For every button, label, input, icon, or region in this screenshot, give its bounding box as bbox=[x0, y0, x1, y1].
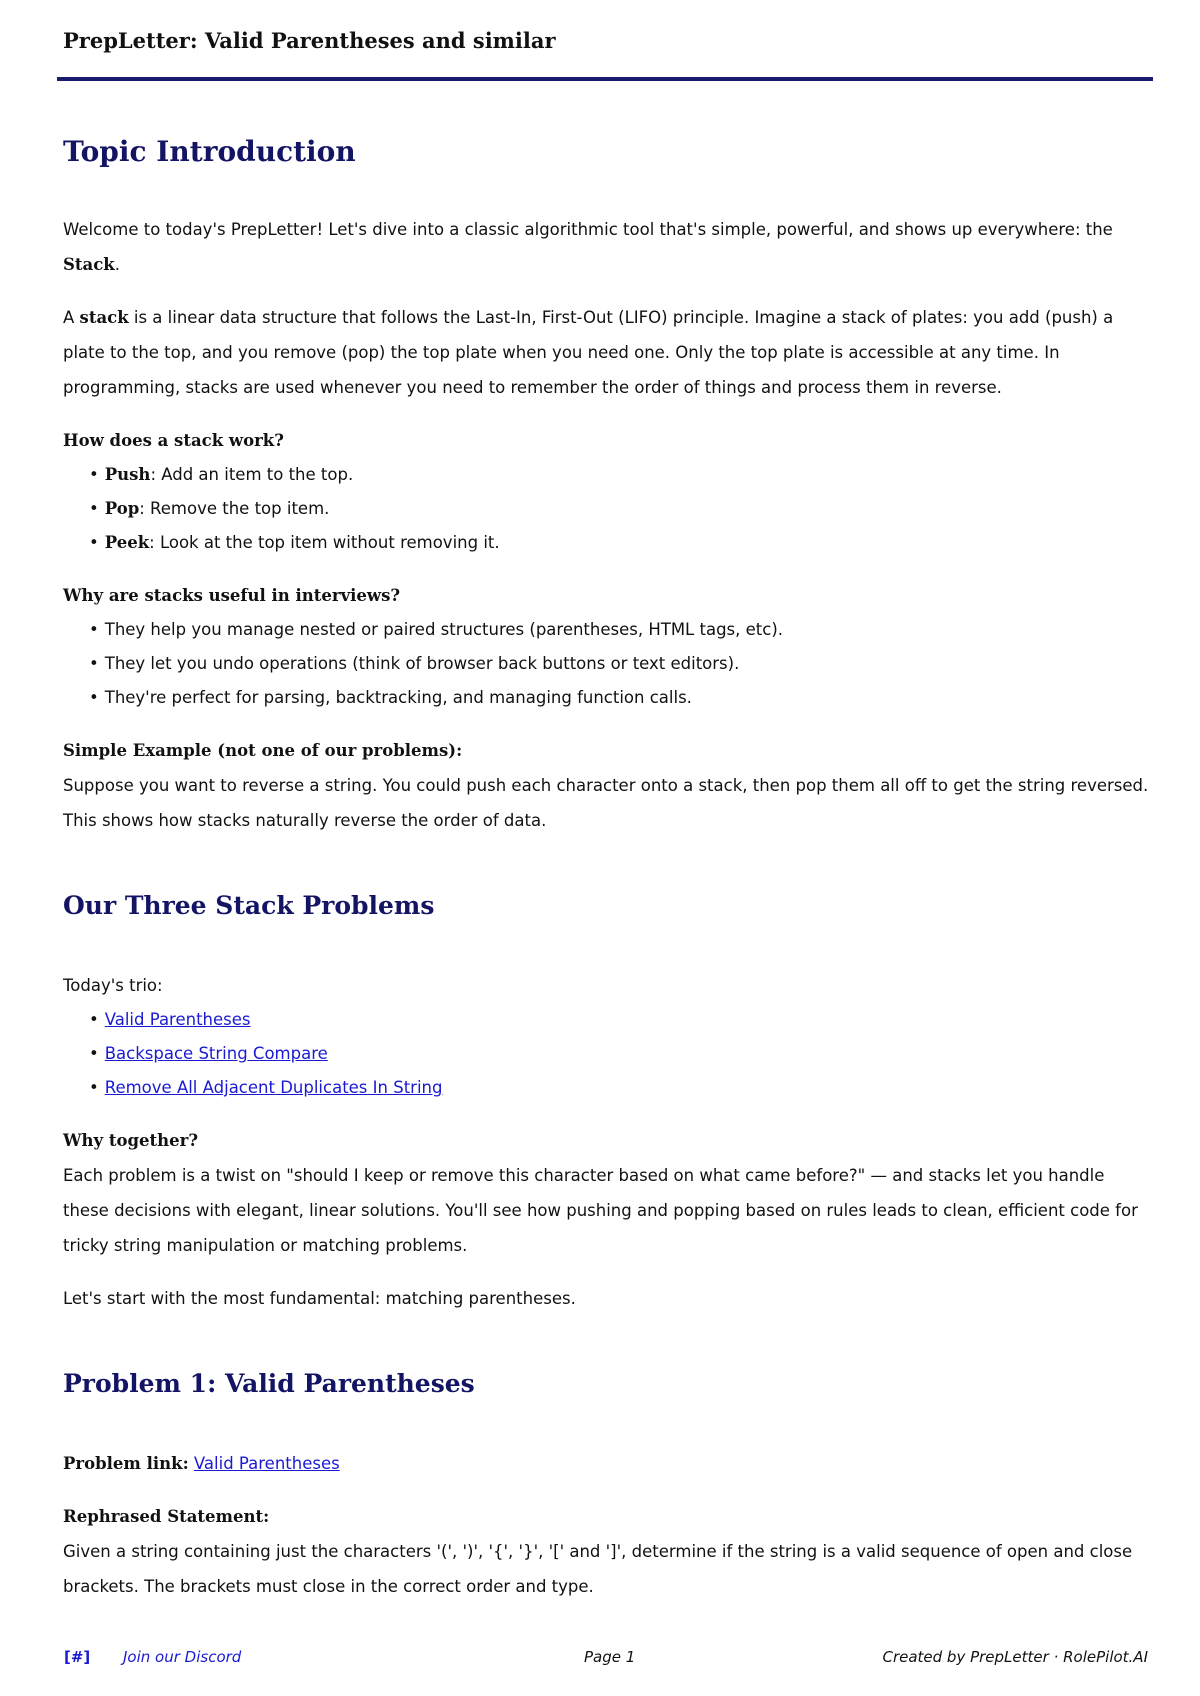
example-heading: Simple Example (not one of our problems): bbox=[63, 741, 463, 760]
why-list bbox=[63, 613, 1153, 715]
problem-links-list bbox=[63, 1003, 1153, 1105]
bullet-icon: • bbox=[89, 465, 99, 484]
list-item bbox=[89, 1003, 1153, 1037]
list-item bbox=[89, 681, 1153, 715]
why-together-heading: Why together? bbox=[63, 1131, 198, 1150]
bullet-icon: • bbox=[89, 654, 99, 673]
section-heading-topic-introduction: Topic Introduction bbox=[63, 135, 356, 168]
link-valid-parentheses[interactable]: Valid Parentheses bbox=[104, 1010, 251, 1029]
how-heading: How does a stack work? bbox=[63, 431, 284, 450]
list-item bbox=[89, 1071, 1153, 1105]
stack-definition-paragraph bbox=[63, 300, 1153, 405]
section-heading-three-problems: Our Three Stack Problems bbox=[63, 891, 435, 920]
bullet-icon: • bbox=[89, 533, 99, 552]
why-together-paragraph bbox=[63, 1123, 1153, 1263]
list-item bbox=[89, 458, 1153, 492]
problem-link-valid-parentheses[interactable]: Valid Parentheses bbox=[193, 1454, 340, 1473]
rephrased-text: Given a string containing just the characters '(', ')', '{', '}', '[' and ']', determine if the string is a valid sequence of open and close brackets. The brackets must close in the correct order and type. bbox=[63, 1542, 1133, 1596]
start-paragraph: Let's start with the most fundamental: matching parentheses. bbox=[63, 1289, 576, 1308]
how-heading-paragraph bbox=[63, 423, 1153, 458]
bullet-icon: • bbox=[89, 1078, 99, 1097]
how-term: Peek bbox=[104, 533, 150, 552]
why-item-text: They let you undo operations (think of browser back buttons or text editors). bbox=[104, 654, 740, 673]
welcome-strong: Stack bbox=[63, 255, 115, 274]
document-body bbox=[63, 132, 1153, 1622]
how-desc: : Remove the top item. bbox=[139, 499, 330, 518]
how-desc: : Look at the top item without removing it. bbox=[149, 533, 500, 552]
list-item bbox=[89, 647, 1153, 681]
list-item bbox=[89, 492, 1153, 526]
footer-credit: Created by PrepLetter · RolePilot.AI bbox=[882, 1648, 1148, 1666]
why-item-text: They're perfect for parsing, backtracking, and managing function calls. bbox=[104, 688, 692, 707]
bullet-icon: • bbox=[89, 1010, 99, 1029]
stack-def-pre: A bbox=[63, 308, 80, 327]
why-heading-paragraph bbox=[63, 578, 1153, 613]
list-item bbox=[89, 526, 1153, 560]
why-item-text: They help you manage nested or paired structures (parentheses, HTML tags, etc). bbox=[104, 620, 784, 639]
bullet-icon: • bbox=[89, 688, 99, 707]
welcome-text: Welcome to today's PrepLetter! Let's dive into a classic algorithmic tool that's simple, powerful, and shows up everywhere: the bbox=[63, 220, 1113, 239]
example-paragraph bbox=[63, 733, 1153, 838]
list-item bbox=[89, 613, 1153, 647]
stack-def-strong: stack bbox=[79, 308, 129, 327]
footer-hash-link[interactable]: [#] bbox=[64, 1648, 91, 1666]
how-list bbox=[63, 458, 1153, 560]
problem-link-paragraph bbox=[63, 1446, 1153, 1481]
list-item bbox=[89, 1037, 1153, 1071]
problem-link-label: Problem link: bbox=[63, 1454, 189, 1473]
section-heading-problem-1: Problem 1: Valid Parentheses bbox=[63, 1369, 475, 1398]
document-header-title: PrepLetter: Valid Parentheses and similar bbox=[63, 28, 556, 53]
welcome-end: . bbox=[114, 255, 120, 274]
footer-discord-link[interactable]: Join our Discord bbox=[123, 1648, 242, 1666]
footer-page-number: Page 1 bbox=[584, 1648, 636, 1666]
why-together-text: Each problem is a twist on "should I keep or remove this character based on what came before?" — and stacks let you handle these decisions with elegant, linear solutions. You'll see how pushing and popping based on rules leads to clean, efficient code for tricky string manipulation or matching problems. bbox=[63, 1166, 1138, 1255]
rephrased-heading: Rephrased Statement: bbox=[63, 1507, 270, 1526]
bullet-icon: • bbox=[89, 1044, 99, 1063]
trio-label: Today's trio: bbox=[63, 976, 163, 995]
how-desc: : Add an item to the top. bbox=[150, 465, 354, 484]
how-term: Pop bbox=[104, 499, 140, 518]
rephrased-paragraph bbox=[63, 1499, 1153, 1604]
example-text: Suppose you want to reverse a string. You could push each character onto a stack, then pop them all off to get the string reversed. This shows how stacks naturally reverse the order of data. bbox=[63, 776, 1149, 830]
link-remove-adjacent-duplicates[interactable]: Remove All Adjacent Duplicates In String bbox=[104, 1078, 443, 1097]
bullet-icon: • bbox=[89, 499, 99, 518]
stack-def-post: is a linear data structure that follows the Last-In, First-Out (LIFO) principle. Imagine a stack of plates: you add (push) a plate to the top, and you remove (pop) the top plate when you need one. Only the top plate is accessible at any time. In programming, stacks are used whenever you need to remember the order of things and process them in reverse. bbox=[63, 308, 1114, 397]
link-backspace-string-compare[interactable]: Backspace String Compare bbox=[104, 1044, 328, 1063]
bullet-icon: • bbox=[89, 620, 99, 639]
how-term: Push bbox=[104, 465, 151, 484]
why-heading: Why are stacks useful in interviews? bbox=[63, 586, 401, 605]
header-divider bbox=[57, 77, 1153, 81]
welcome-paragraph bbox=[63, 212, 1153, 282]
